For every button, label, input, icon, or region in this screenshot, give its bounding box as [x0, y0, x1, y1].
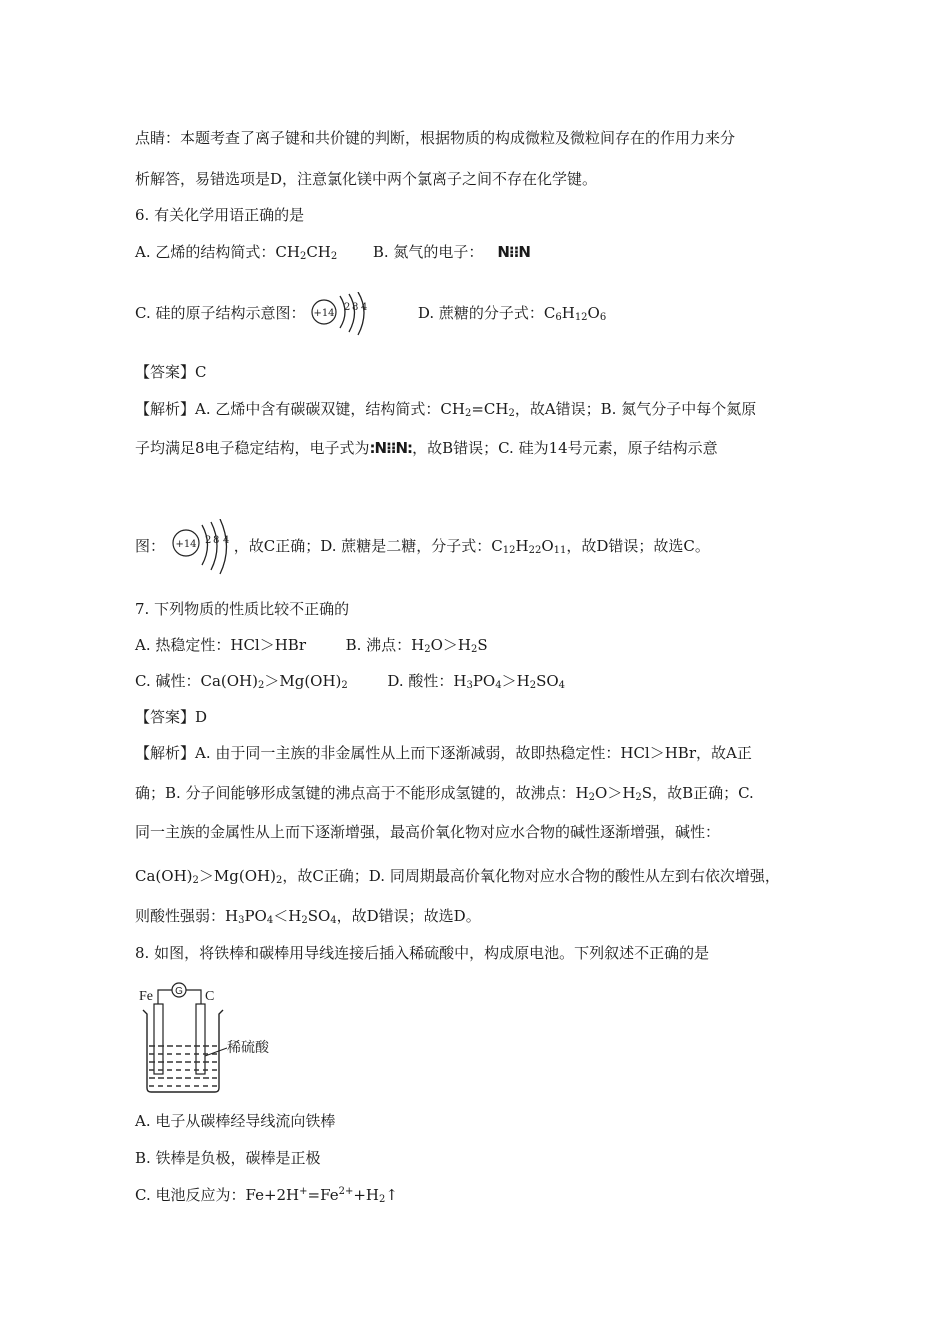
q6-answer: 【答案】C: [135, 363, 207, 381]
q7-answer: 【答案】D: [135, 708, 208, 726]
q6-explanation-2: 子均满足8电子稳定结构，电子式为:N⁝⁝N:，故B错误；C. 硅为14号元素，原子结构示意: [135, 439, 718, 457]
q8-option-b: B. 铁棒是负极，碳棒是正极: [135, 1149, 321, 1167]
svg-text:8: 8: [352, 302, 359, 313]
svg-text:8: 8: [212, 535, 220, 546]
q6-option-d: D. 蔗糖的分子式：$C_6H_{12}O_6$: [417, 304, 607, 323]
q7-options-ab: [135, 635, 488, 655]
q7-option-d: D. 酸性：$H_3PO_4>H_2SO_4$: [387, 672, 566, 691]
q7-explanation-4: $Ca(OH)_2>Mg(OH)_2$，故C正确；D. 同周期最高价氧化物对应水合物的酸性从左到右依次增强，: [135, 867, 780, 886]
q7-options-cd: [135, 671, 565, 691]
q7-option-b: B. 沸点：$H_2O>H_2S$: [345, 636, 488, 655]
silicon-atom-diagram-2: [170, 519, 234, 575]
q6-options-ab: [135, 242, 530, 262]
svg-text:4: 4: [361, 302, 368, 313]
q6-option-b: B. 氮气的电子： N⁝⁝N: [372, 243, 530, 261]
q6-options-cd: [135, 292, 606, 332]
tip-line-2: 析解答，易错选项是D，注意氯化镁中两个氯离子之间不存在化学键。: [135, 170, 598, 188]
q6-explanation-1: 【解析】A. 乙烯中含有碳碳双键，结构简式：$CH_2=CH_2$，故A错误；B. 氮气分子中每个氮原: [135, 400, 757, 419]
q8-stem: 8. 如图，将铁棒和碳棒用导线连接后插入稀硫酸中，构成原电池。下列叙述不正确的是: [135, 944, 710, 962]
q7-explanation-2: 确；B. 分子间能够形成氢键的沸点高于不能形成氢键的，故沸点：$H_2O>H_2S$，故B正确；C.: [135, 784, 754, 803]
svg-text:G: G: [175, 986, 183, 997]
q8-option-a: A. 电子从碳棒经导线流向铁棒: [135, 1112, 336, 1130]
q7-explanation-1: 【解析】A. 由于同一主族的非金属性从上而下逐渐减弱，故即热稳定性：HCl＞HBr，故A正: [135, 744, 752, 762]
q7-explanation-3: 同一主族的金属性从上而下逐渐增强，最高价氧化物对应水合物的碱性逐渐增强，碱性：: [135, 823, 721, 841]
c-label: C: [205, 989, 215, 1004]
svg-text:+14: +14: [175, 539, 197, 550]
q7-option-c: C. 碱性：$Ca(OH)_2>Mg(OH)_2$: [135, 672, 348, 691]
q8-option-c: C. 电池反应为：$Fe+2H^+=Fe^{2+}+H_2↑$: [135, 1186, 398, 1205]
nucleus-label: +14: [313, 308, 335, 319]
q6-explanation-3: 图： +14 2 8 4 ，故C正确；D. 蔗糖是二糖，分子式：$C_{12}H_{22}O_{11}$，故D错误；故选C。: [135, 516, 710, 576]
q6-option-c: C. 硅的原子结构示意图：: [135, 304, 306, 322]
iron-rod: [154, 1004, 163, 1074]
fe-label: Fe: [139, 989, 153, 1004]
svg-text:2: 2: [344, 302, 351, 313]
galvanic-cell-figure: [135, 978, 285, 1096]
q6-stem: 6. 有关化学用语正确的是: [135, 206, 305, 224]
q7-stem: 7. 下列物质的性质比较不正确的: [135, 600, 350, 618]
silicon-atom-diagram: [310, 292, 372, 336]
acid-label: 稀硫酸: [227, 1040, 269, 1056]
svg-text:2: 2: [204, 535, 212, 546]
q7-explanation-5: 则酸性强弱：$H_3PO_4<H_2SO_4$，故D错误；故选D。: [135, 907, 481, 926]
carbon-rod: [196, 1004, 205, 1074]
q6-option-a: A. 乙烯的结构简式：$CH_2CH_2$: [135, 243, 338, 262]
q7-option-a: A. 热稳定性：HCl＞HBr: [135, 636, 306, 654]
tip-line-1: 点睛：本题考查了离子键和共价键的判断，根据物质的构成微粒及微粒间存在的作用力来分: [135, 129, 736, 147]
svg-text:4: 4: [222, 535, 230, 546]
